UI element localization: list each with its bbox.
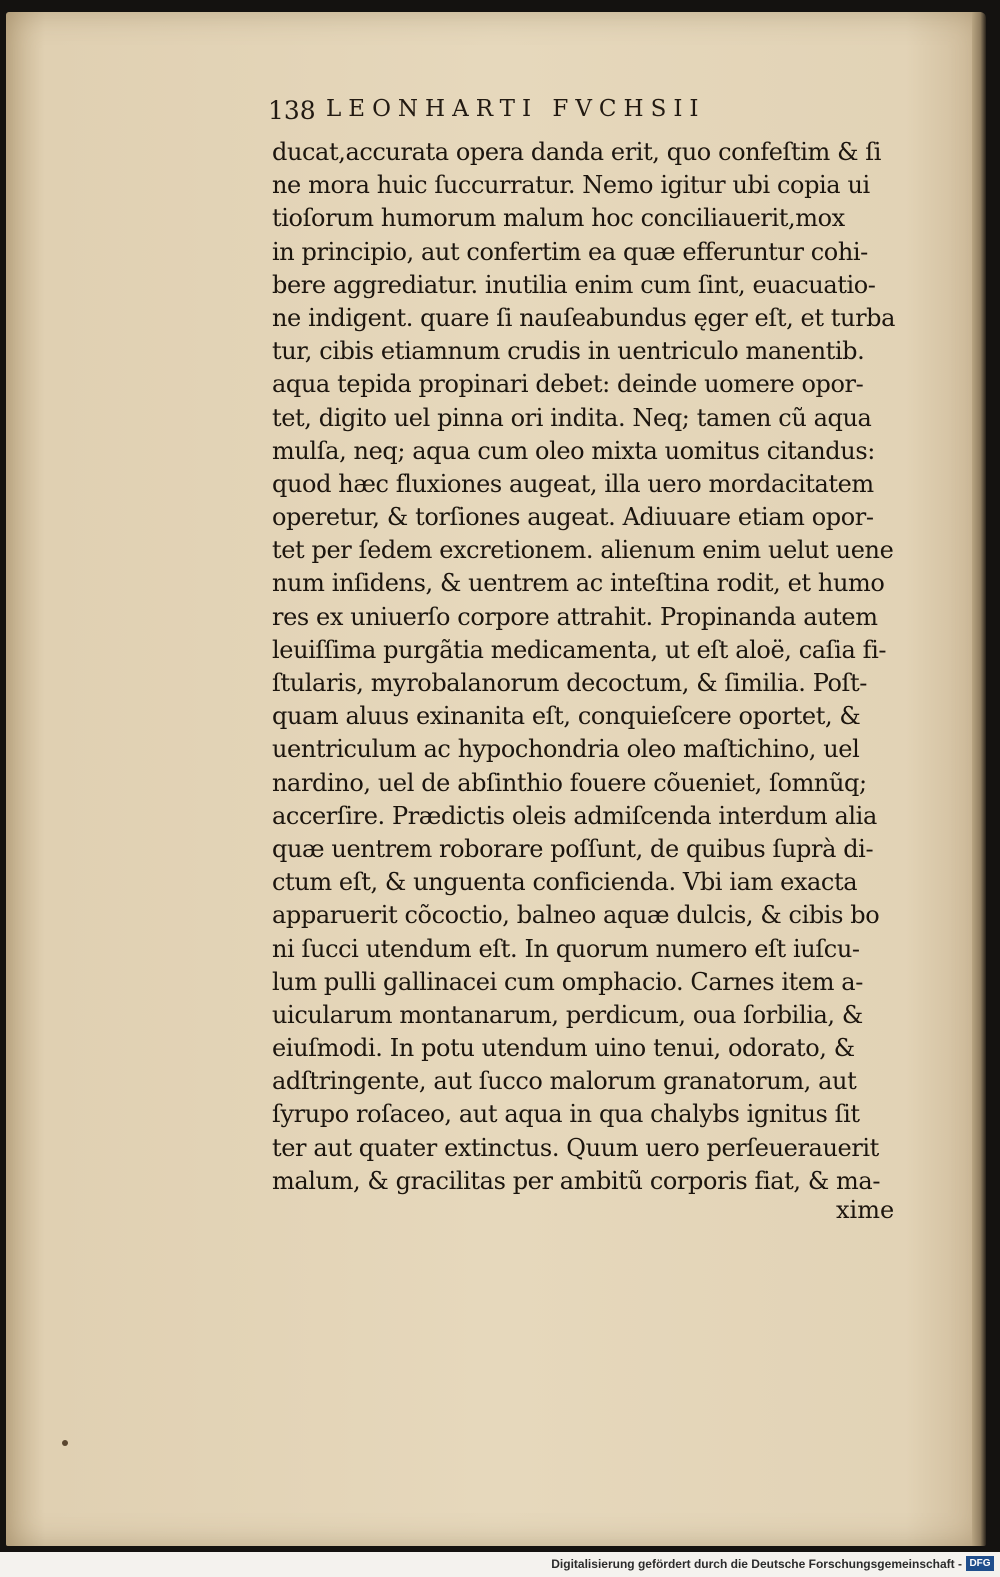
text-line: apparuerit cõcoctio, balneo aquæ dulcis, & cibis bo: [272, 901, 880, 930]
text-line: bere aggrediatur. inutilia enim cum ſint, euacuatio-: [272, 270, 876, 299]
page-header: [268, 92, 828, 132]
paper-speck: [62, 1440, 68, 1446]
text-line: malum, & gracilitas per ambitũ corporis fiat, & ma-: [272, 1166, 881, 1195]
text-line: tet, digito uel pinna ori indita. Neq; tamen cũ aqua: [272, 403, 872, 432]
text-line: quod hæc fluxiones augeat, illa uero mordacitatem: [272, 469, 874, 498]
text-line: ne indigent. quare ſi nauſeabundus ęger eſt, et turba: [272, 303, 896, 332]
text-line: tioſorum humorum malum hoc conciliauerit,mox: [272, 204, 845, 233]
text-line: in principio, aut confertim ea quæ efferuntur cohi-: [272, 237, 868, 266]
text-line: ducat,accurata opera danda erit, quo confeſtim & ſi: [272, 138, 882, 166]
text-line: quam aluus exinanita eſt, conquieſcere oportet, &: [272, 702, 861, 731]
text-line: tur, cibis etiamnum crudis in uentriculo manentib.: [272, 337, 865, 366]
text-line: quæ uentrem roborare poſſunt, de quibus ſuprà di-: [272, 834, 874, 863]
text-line: ne mora huic ſuccurratur. Nemo igitur ubi copia ui: [272, 171, 870, 200]
text-line: ni ſucci utendum eſt. In quorum numero eſt iuſcu-: [272, 934, 860, 963]
text-line: aqua tepida propinari debet: deinde uomere opor-: [272, 370, 864, 399]
text-line: eiuſmodi. In potu utendum uino tenui, odorato, &: [272, 1034, 855, 1063]
text-line: ſtularis, myrobalanorum decoctum, & ſimilia. Poſt-: [272, 669, 867, 697]
text-line: uentriculum ac hypochondria oleo maſtichino, uel: [272, 735, 860, 764]
text-line: tet per ſedem excretionem. alienum enim uelut uene: [272, 536, 894, 565]
body-text: [272, 136, 904, 1198]
text-line: ctum eſt, & unguenta conficienda. Vbi iam exacta: [272, 868, 858, 897]
footer-credit: Digitalisierung gefördert durch die Deutsche Forschungsgemeinschaft -: [551, 1557, 962, 1571]
text-line: adſtringente, aut ſucco malorum granatorum, aut: [272, 1067, 857, 1096]
text-line: mulſa, neq; aqua cum oleo mixta uomitus citandus:: [272, 436, 875, 465]
page-edge: [972, 12, 986, 1546]
text-line: res ex uniuerſo corpore attrahit. Propinanda autem: [272, 602, 878, 631]
text-line: nardino, uel de abſinthio fouere cõueniet, ſomnũq;: [272, 768, 867, 797]
text-line: lum pulli gallinacei cum omphacio. Carnes item a-: [272, 967, 863, 996]
text-line: ter aut quater extinctus. Quum uero perſeuerauerit: [272, 1133, 879, 1162]
text-line: ſyrupo roſaceo, aut aqua in qua chalybs ignitus ſit: [272, 1100, 860, 1129]
text-line: num inſidens, & uentrem ac inteſtina rodit, et humo: [272, 569, 885, 598]
dfg-logo: DFG: [966, 1556, 994, 1571]
running-head: LEONHARTI FVCHSII: [326, 96, 706, 122]
footer-bar: [0, 1552, 1000, 1577]
text-line: leuiſſima purgãtia medicamenta, ut eſt aloë, caſia fi-: [272, 635, 887, 664]
text-line: operetur, & torſiones augeat. Adiuuare etiam opor-: [272, 503, 874, 532]
page-number: 138: [268, 96, 316, 125]
text-line: accerſire. Prædictis oleis admiſcenda interdum alia: [272, 801, 877, 830]
text-line: uicularum montanarum, perdicum, oua ſorbilia, &: [272, 1000, 863, 1029]
catchword: xime: [836, 1196, 895, 1224]
